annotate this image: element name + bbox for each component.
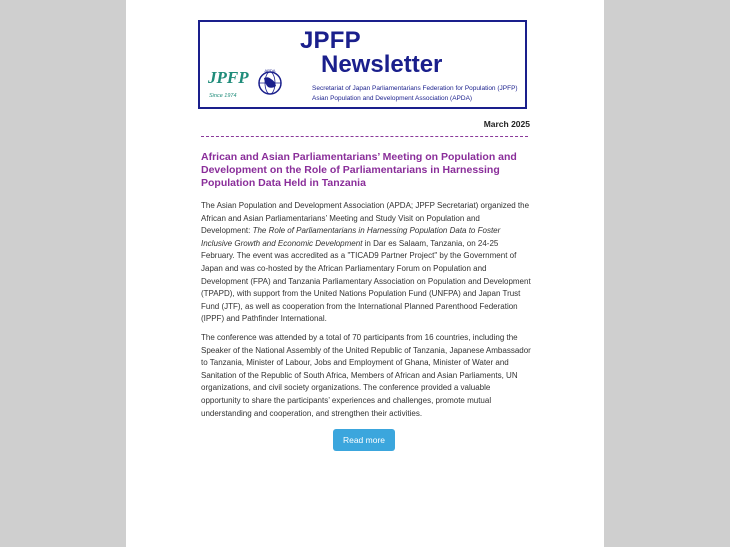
newsletter-title-line2: Newsletter <box>321 51 443 78</box>
jpfp-logo: JPFP <box>208 68 249 87</box>
paragraph-1-italic-title: The Role of Parliamentarians in Harnessing Population Data to Foster Inclusive Growth and Economic Development <box>201 226 501 248</box>
apda-globe-icon <box>256 68 284 96</box>
org-line-jpfp: Secretariat of Japan Parliamentarians Federation for Population (JPFP) <box>312 85 518 92</box>
newsletter-header <box>198 20 527 109</box>
article-headline: African and Asian Parliamentarians’ Meeting on Population and Development on the Role of Parliamentarians in Harnessing Population Data Held in Tanzania <box>201 151 517 189</box>
issue-date: March 2025 <box>483 119 530 129</box>
article-paragraph-1 <box>201 200 531 326</box>
newsletter-title-line1: JPFP <box>300 27 361 54</box>
logo-since-text: Since 1974 <box>209 93 237 99</box>
paragraph-1-text-b: in Dar es Salaam, Tanzania, on 24-25 February. The event was accredited as a "TICAD9 Partner Project" by the Government of Japan and was co-hosted by the African Parliamentary Forum on Population and Development (FPA) and Tanzania Parliamentary Association on Population and Development (TPAPD), with support from the United Nations Population Fund (UNFPA) and Japan Trust Fund (JTF), as well as cooperation from the International Planned Parenthood Federation (IPPF) and Pathfinder International. <box>201 238 531 324</box>
newsletter-page <box>126 0 604 547</box>
org-line-apda: Asian Population and Development Association (APDA) <box>312 95 473 102</box>
dashed-divider <box>201 136 528 137</box>
paragraph-1-text-a: The Asian Population and Development Association (APDA; JPFP Secretariat) organized the African and Asian Parliamentarians’ Meeting and Study Visit on Population and Development: <box>201 201 530 236</box>
read-more-button[interactable]: Read more <box>333 429 395 451</box>
article-paragraph-2: The conference was attended by a total of 70 participants from 16 countries, including the Speaker of the National Assembly of the United Republic of Tanzania, Japanese Ambassador to Tanzania, Minister of Labour, Jobs and Employment of Ghana, Minister of Water and Sanitation of the Republic of South Africa, Members of African and Asian Parliaments, UN organizations, and civil society organizations. The conference provided a valuable opportunity to share the participants’ experiences and challenges, promote mutual understanding and cooperation, and strengthen their activities. <box>201 333 531 418</box>
svg-text:APDA: APDA <box>264 68 276 73</box>
